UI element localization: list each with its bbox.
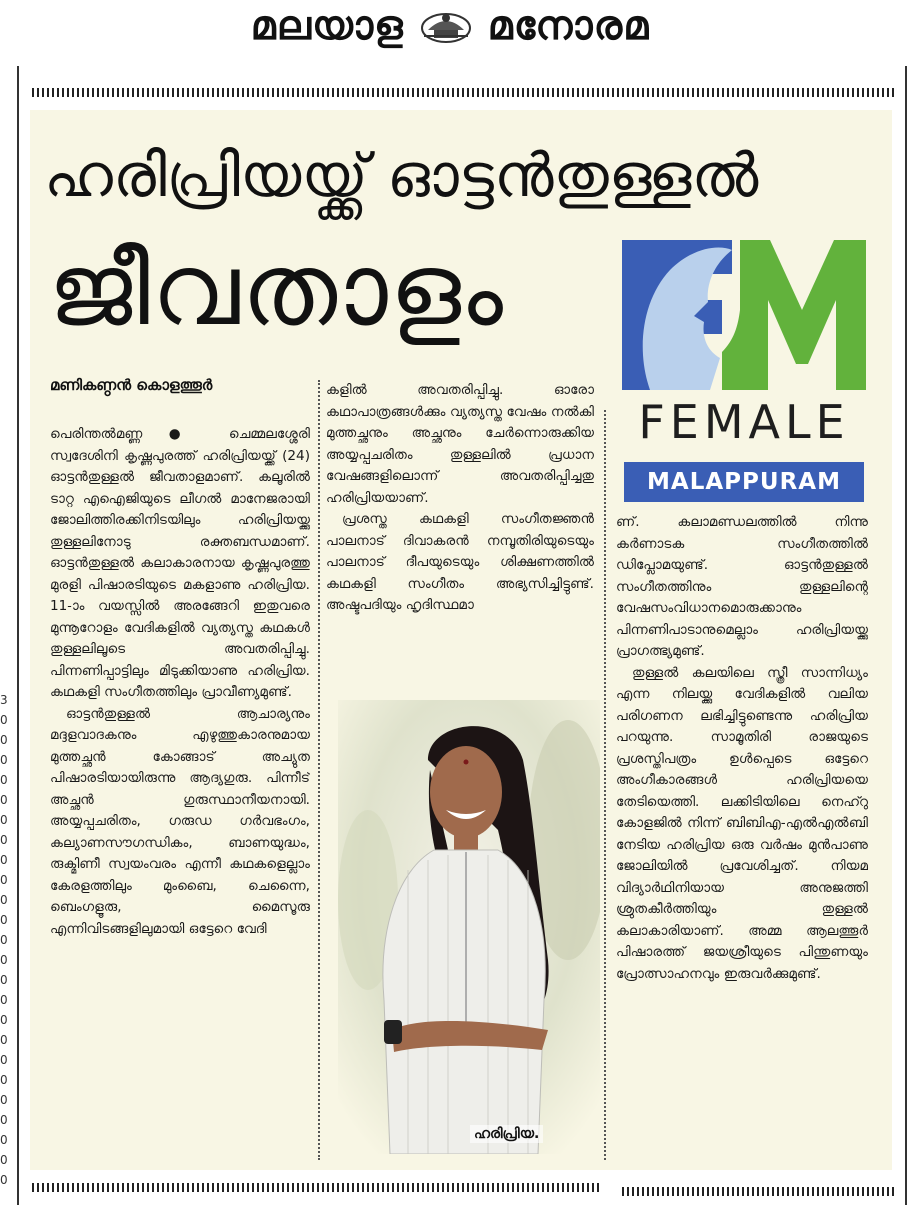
fm-logo-m [722, 240, 866, 390]
margin-mark: 0 [0, 933, 8, 947]
col3-paragraph-1: ണ്. കലാമണ്ഡലത്തിൽ നിന്നു കർണാടക സംഗീതത്തിൽ ഡിപ്ലോമയുണ്ട്. ഓട്ടൻതുള്ളൽ സംഗീതത്തിനും തുള്ളലിന്റെ വേഷസംവിധാനമൊരുക്കാനും പിന്നണിപാടാനുമെല്ലാം ഹരിപ്രിയയ്ക്കു പ്രാഗത്ഭ്യമുണ്ട്. [616, 514, 868, 659]
margin-mark: 0 [0, 993, 8, 1007]
column-divider-2 [604, 410, 606, 1160]
margin-mark: 3 [0, 693, 8, 707]
margin-mark: 0 [0, 1073, 8, 1087]
col2-paragraph-2: പ്രശസ്ത കഥകളി സംഗീതജ്ഞൻ പാലനാട് ദിവാകരൻ നമ്പൂതിരിയുടെയും പാലനാട് ദീപയുടെയും ശിക്ഷണത്തിൽ കഥകളി സംഗീതം അഭ്യസിച്ചിട്ടുണ്ട്. അഷ്ടപദിയും ഹൃദിസ്ഥമാ [326, 511, 594, 613]
byline: മണികണ്ഠൻ കൊളത്തൂർ [50, 376, 213, 394]
right-edge-line [905, 66, 907, 1205]
margin-mark: 0 [0, 1053, 8, 1067]
left-margin-fragment [0, 690, 12, 1190]
margin-mark: 0 [0, 1033, 8, 1047]
col2-paragraph-1: കളിൽ അവതരിപ്പിച്ചു. ഓരോ കഥാപാത്രങ്ങൾക്കും വ്യത്യസ്ത വേഷം നൽകി മുത്തച്ഛനും അച്ഛനും ചേർന്നൊരുക്കിയ അയ്യപ്പചരിതം തുള്ളലിൽ പ്രധാന വേഷങ്ങളിലൊന്ന് അവതരിപ്പിച്ചതു ഹരിപ്രിയയാണ്. [326, 382, 594, 506]
bottom-dotted-rule-right [622, 1187, 894, 1196]
margin-mark: 0 [0, 893, 8, 907]
col1-paragraph-1: പെരിന്തൽമണ്ണ ● ചെമ്മലശ്ശേരി സ്വദേശിനി കൃഷ്ണപുരത്ത് ഹരിപ്രിയയ്ക്ക് (24) ഓട്ടൻതുള്ളൽ ജീവതാളമാണ്. കലൂരിൽ ടാറ്റ എഐജിയുടെ ലീഗൽ മാനേജരായി ജോലിത്തിരക്കിനിടയിലും ഹരിപ്രിയയ്ക്കു തുള്ളലിനോടു രക്തബന്ധമാണ്. ഓട്ടൻതുള്ളൽ കലാകാരനായ കൃഷ്ണപുരത്തു മുരളി പിഷാരടിയുടെ മകളാണു ഹരിപ്രിയ. 11-ാം വയസ്സിൽ അരങ്ങേറി ഇതുവരെ മുന്നൂറോളം വേദികളിൽ വ്യത്യസ്ത കഥകൾ തുള്ളലിലൂടെ അവതരിപ്പിച്ചു. പിന്നണിപ്പാട്ടിലും മിടുക്കിയാണു ഹരിപ്രിയ. കഥകളി സംഗീതത്തിലും പ്രാവീണ്യമുണ്ട്. [50, 426, 310, 700]
royal-emblem-icon [418, 6, 474, 46]
col3-paragraph-2: തുള്ളൽ കലയിലെ സ്ത്രീ സാന്നിധ്യം എന്ന നിലയ്ക്കു വേദികളിൽ വലിയ പരിഗണന ലഭിച്ചിട്ടുണ്ടെന്നു ഹരിപ്രിയ പറയുന്നു. സാമൂതിരി രാജയുടെ പ്രശസ്തിപത്രം ഉൾപ്പെടെ ഒട്ടേറെ അംഗീകാരങ്ങൾ ഹരിപ്രിയയെ തേടിയെത്തി. ലക്കിടിയിലെ നെഹ്റു കോളജിൽ നിന്ന് ബിബിഎ-എൽഎൽബി നേടിയ ഹരിപ്രിയ ഒരു വർഷം മുൻപാണു ജോലിയിൽ പ്രവേശിച്ചത്. നിയമ വിദ്യാർഥിനിയായ അനുജത്തി ശ്രുതകീർത്തിയും തുള്ളൽ കലാകാരിയാണ്. അമ്മ ആലത്തൂർ പിഷാരത്ത് ജയശ്രീയുടെ പിന്തുണയും പ്രോത്സാഹനവും ഇരുവർക്കുമുണ്ട്. [616, 664, 868, 982]
margin-mark: 0 [0, 833, 8, 847]
margin-mark: 0 [0, 793, 8, 807]
left-edge-line [17, 66, 19, 1205]
margin-mark: 0 [0, 1133, 8, 1147]
headline-line2: ജീവതാളം [48, 231, 505, 348]
margin-mark: 0 [0, 733, 8, 747]
margin-mark: 0 [0, 753, 8, 767]
column-divider-1 [318, 380, 320, 1160]
logo-word: FEMALE [638, 395, 850, 449]
article-column-2 [326, 380, 594, 690]
margin-mark: 0 [0, 1153, 8, 1167]
article-column-3 [616, 512, 868, 1112]
article-photo [338, 700, 600, 1154]
margin-mark: 0 [0, 773, 8, 787]
col1-paragraph-2: ഓട്ടൻതുള്ളൽ ആചാര്യനും മദ്ദളവാദകനും എഴുത്തുകാരനുമായ മുത്തച്ഛൻ കോങ്ങാട് അച്യുത പിഷാരടിയായിരുന്നു ആദ്യഗുരു. പിന്നീട് അച്ഛൻ ഗുരുസ്ഥാനീയനായി. അയ്യപ്പചരിതം, ഗരുഡ ഗർവഭംഗം, കല്യാണസൗഗന്ധികം, ബാണയുദ്ധം, രുക്മിണീ സ്വയംവരം എന്നീ കഥകളെല്ലാം കേരളത്തിലും മുംബൈ, ചെന്നൈ, ബെംഗളൂരു, മൈസൂരു എന്നിവിടങ്ങളിലുമായി ഒട്ടേറെ വേദി [50, 705, 310, 937]
top-dotted-rule [32, 88, 894, 97]
logo-region: MALAPPURAM [624, 462, 864, 502]
masthead [190, 2, 710, 50]
margin-mark: 0 [0, 1013, 8, 1027]
margin-mark: 0 [0, 853, 8, 867]
margin-mark: 0 [0, 913, 8, 927]
photo-caption: ഹരിപ്രിയ. [470, 1125, 543, 1143]
bottom-dotted-rule-left [32, 1183, 602, 1192]
masthead-title-right: മനോരമ [487, 3, 650, 49]
dress [383, 850, 545, 1154]
margin-mark: 0 [0, 873, 8, 887]
article-column-1 [50, 424, 310, 1124]
margin-mark: 0 [0, 1113, 8, 1127]
margin-mark: 0 [0, 953, 8, 967]
margin-mark: 0 [0, 813, 8, 827]
margin-mark: 0 [0, 973, 8, 987]
headline-line1: ഹരിപ്രിയയ്ക്ക് ഓട്ടൻതുള്ളൽ [44, 141, 759, 211]
fm-logo [622, 240, 866, 390]
wristwatch [384, 1020, 402, 1044]
masthead-title-left: മലയാള [250, 3, 404, 49]
margin-mark: 0 [0, 1093, 8, 1107]
margin-mark: 0 [0, 713, 8, 727]
margin-mark: 0 [0, 1173, 8, 1187]
